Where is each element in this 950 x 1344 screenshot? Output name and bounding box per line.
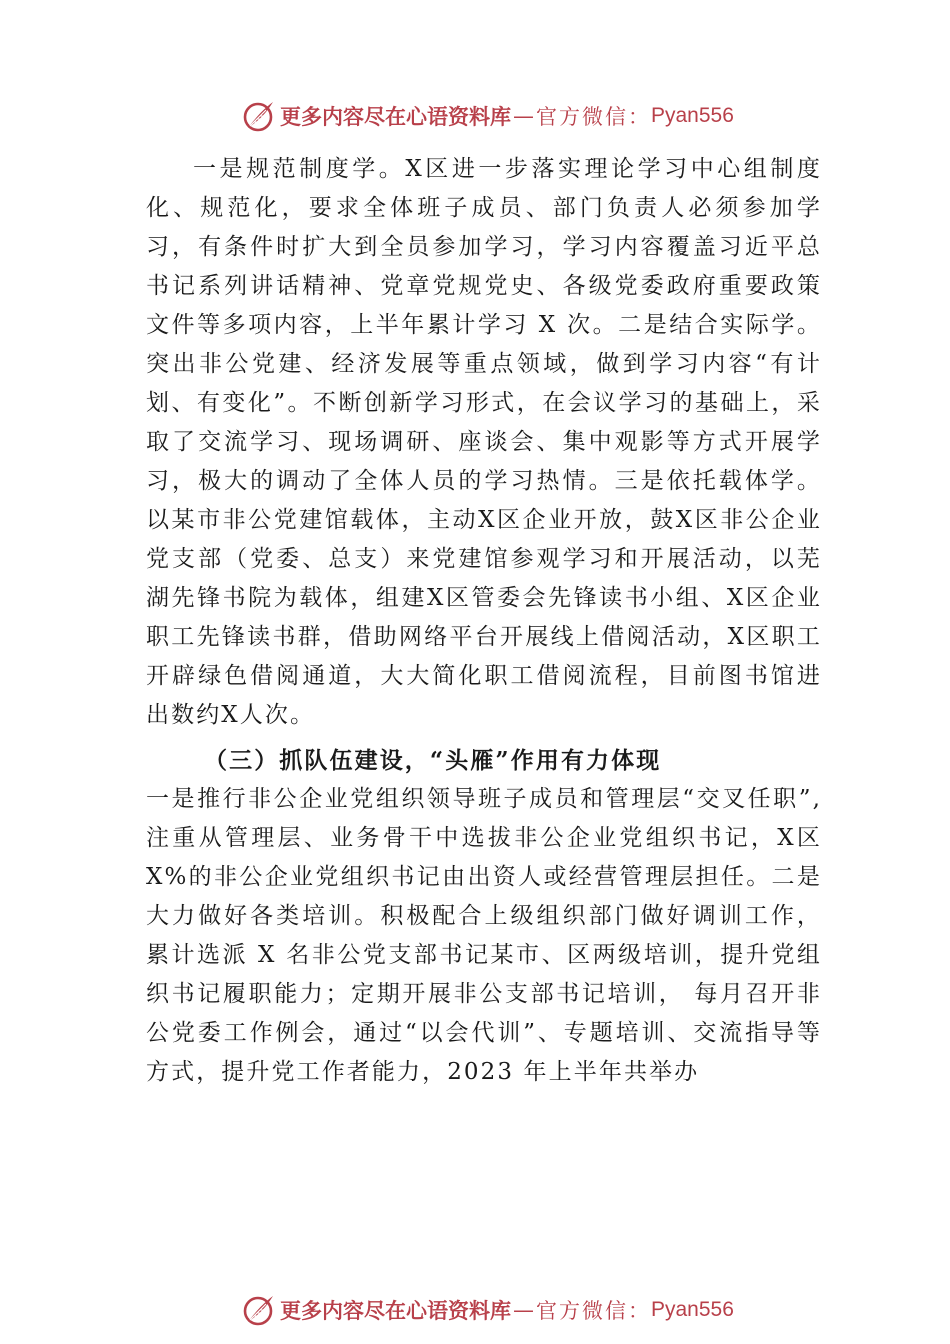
section-heading: （三）抓队伍建设，“头雁”作用有力体现 <box>204 747 662 774</box>
watermark-wechat-id: Pyan556 <box>651 104 734 127</box>
watermark-separator: — <box>513 1298 534 1322</box>
header-watermark <box>240 96 734 136</box>
footer-watermark <box>240 1290 734 1330</box>
document-body <box>146 150 822 1092</box>
watermark-official-label: 官方微信： <box>536 1299 651 1323</box>
watermark-separator: — <box>513 104 534 128</box>
watermark-official-label: 官方微信： <box>536 105 651 129</box>
body-paragraph-1: 一是规范制度学。X区进一步落实理论学习中心组制度化、规范化，要求全体班子成员、部门负责人必须参加学习，有条件时扩大到全员参加学习，学习内容覆盖习近平总书记系列讲话精神、党章党规党史、各级党委政府重要政策文件等多项内容，上半年累计学习 X 次。二是结合实际学。突出非公党建、经济发展等重点领域，做到学习内容“有计划、有变化”。不断创新学习形式，在会议学习的基础上，采取了交流学习、现场调研、座谈会、集中观影等方式开展学习，极大的调动了全体人员的学习热情。三是依托载体学。 以某市非公党建馆载体，主动X区企业开放，鼓X区非公企业党支部（党委、总支）来党建馆参观学习和开展活动，以芜湖先锋书院为载体，组建X区管委会先锋读书小组、X区企业职工先锋读书群，借助网络平台开展线上借阅活动，X区职工开辟绿色借阅通道，大大简化职工借阅流程，目前图书馆进出数约X人次。 <box>146 156 822 728</box>
body-paragraph-2: 一是推行非公企业党组织领导班子成员和管理层“交叉任职”,注重从管理层、业务骨干中选拔非公企业党组织书记，X区 X%的非公企业党组织书记由出资人或经营管理层担任。二是大力做好各类培训。积极配合上级组织部门做好调训工作，累计选派 X 名非公党支部书记某市、区两级培训，提升党组织书记履职能力；定期开展非公支部书记培训， 每月召开非公党委工作例会，通过“以会代训”、专题培训、交流指导等方式，提升党工作者能力，2023 年上半年共举办 <box>146 786 822 1085</box>
feather-pen-circle-icon <box>240 98 276 134</box>
watermark-brand: 更多内容尽在心语资料库 <box>280 105 511 129</box>
watermark-brand: 更多内容尽在心语资料库 <box>280 1299 511 1323</box>
feather-pen-circle-icon <box>240 1292 276 1328</box>
watermark-wechat-id: Pyan556 <box>651 1298 734 1321</box>
